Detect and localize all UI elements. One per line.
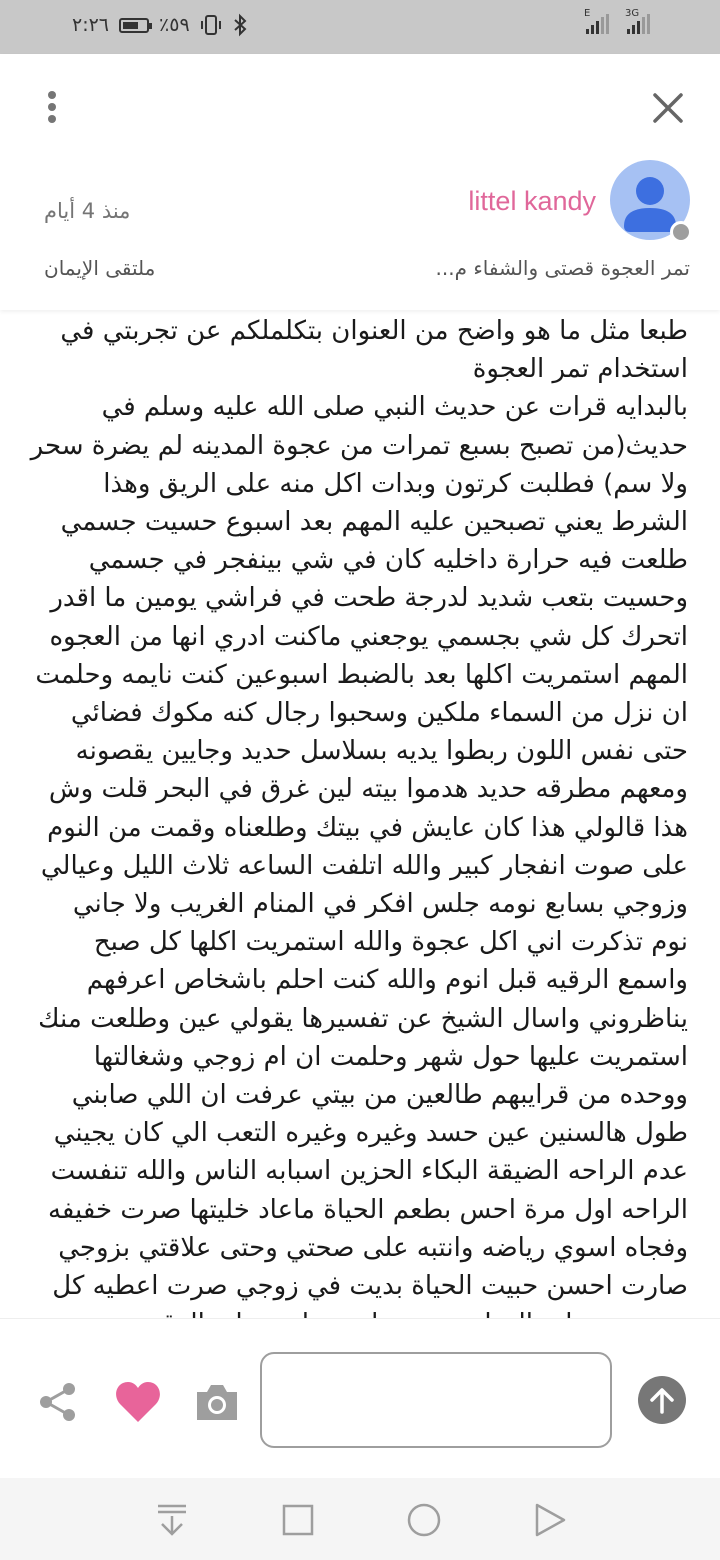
close-button[interactable] [646, 86, 690, 130]
network-type-1: E [584, 8, 591, 19]
status-right [584, 8, 650, 34]
close-icon [646, 86, 690, 130]
network-type-2: 3G [625, 8, 640, 19]
triangle-back-icon [528, 1498, 572, 1542]
vibrate-icon [200, 14, 222, 36]
post-title: تمر العجوة قصتى والشفاء م... [435, 256, 690, 280]
download-arrow-icon [150, 1498, 194, 1542]
heart-icon [114, 1380, 162, 1424]
send-button[interactable] [638, 1376, 686, 1424]
clock: ٢:٢٦ [72, 14, 110, 36]
share-icon [36, 1380, 80, 1424]
nav-home-button[interactable] [402, 1498, 446, 1542]
circle-icon [402, 1498, 446, 1542]
post-body: طبعا مثل ما هو واضح من العنوان بتكلملكم عن تجربتي في استخدام تمر العجوة بالبدايه قرات عن حديث النبي صلى الله عليه وسلم في حديث(من تصبح بسبع تمرات من عجوة المدينه لم يضرة سحر ولا سم) فطلبت كرتون وبدات اكل منه على الريق وهذا الشرط يعني تصبحين عليه المهم بعد اسبوع حسيت جسمي طلعت فيه حرارة داخليه كان في شي بينفجر في جسمي وحسيت بتعب شديد لدرجة طحت في فراشي يومين ما اقدر اتحرك كل شي بجسمي يوجعني ماكنت ادري انها من العجوه المهم استمريت اكلها بعد بالضبط اسبوعين كنت نايمه وحلمت ان نزل من السماء ملكين وسحبوا رجال كنه مكوك فضائي حتى نفس اللون ربطوا يديه بسلاسل حديد وجايين يقصونه ومعهم مطرقه حديد هدموا بيته لين غرق في البحر قلت وش هذا قالولي هذا كان عايش في بيتك وطلعناه وقمت من النوم على صوت انفجار كبير والله اتلفت الساعه ثلاث الليل وعيالي وزوجي بسابع نومه جلس افكر في المنام الغريب ولا جاني نوم تذكرت اني اكل عجوة والله استمريت اكلها كل صبح واسمع الرقيه قبل انوم والله كنت احلم باشخاص اعرفهم يناظروني واسال الشيخ عن تفسيرها يقولي عين وطلعت منك استمريت عليها حول شهر وحلمت ان ام زوجي وشغالتها ووحده من قرايبهم طالعين من بيتي عرفت ان اللي صابني طول هالسنين عين حسد وغيره وغيره التعب الي كان يجيني عدم الراحه الضيقة البكاء الحزين اسبابه الناس والله تنفست الراحه اول مرة احس بطعم الحياة ماعاد خليتها صرت خفيفه وفجاه اسوي رياضه وانتبه على صحتي وحتى علاقتي بزوجي صارت احسن حبيت الحياة بديت في زوجي صرت اعطيه كل [30, 316, 688, 1302]
system-nav-bar [0, 1478, 720, 1560]
nav-back-button[interactable] [528, 1498, 572, 1542]
nav-recents-button[interactable] [276, 1498, 320, 1542]
battery-fill [123, 22, 138, 29]
battery-percent: ٪٥٩ [159, 14, 190, 36]
status-left [72, 14, 248, 36]
status-bar [0, 0, 720, 54]
comment-input[interactable] [260, 1352, 612, 1448]
post-content[interactable] [0, 310, 720, 1318]
camera-icon [193, 1380, 241, 1424]
presence-indicator [670, 221, 692, 243]
forum-name[interactable]: ملتقى الإيمان [44, 256, 156, 280]
like-button[interactable] [114, 1380, 162, 1424]
more-options-button[interactable] [38, 86, 66, 130]
more-vertical-icon [38, 86, 66, 123]
signal-icon-2 [625, 8, 650, 34]
nav-hide-button[interactable] [150, 1498, 194, 1542]
share-button[interactable] [36, 1380, 80, 1424]
bluetooth-icon [232, 14, 248, 36]
author-name[interactable]: littel kandy [468, 186, 596, 216]
battery-icon [119, 18, 149, 33]
square-icon [276, 1498, 320, 1542]
arrow-up-icon [638, 1376, 686, 1424]
signal-icon-1 [584, 8, 609, 34]
post-time: منذ 4 أيام [44, 199, 131, 223]
camera-button[interactable] [193, 1380, 241, 1424]
